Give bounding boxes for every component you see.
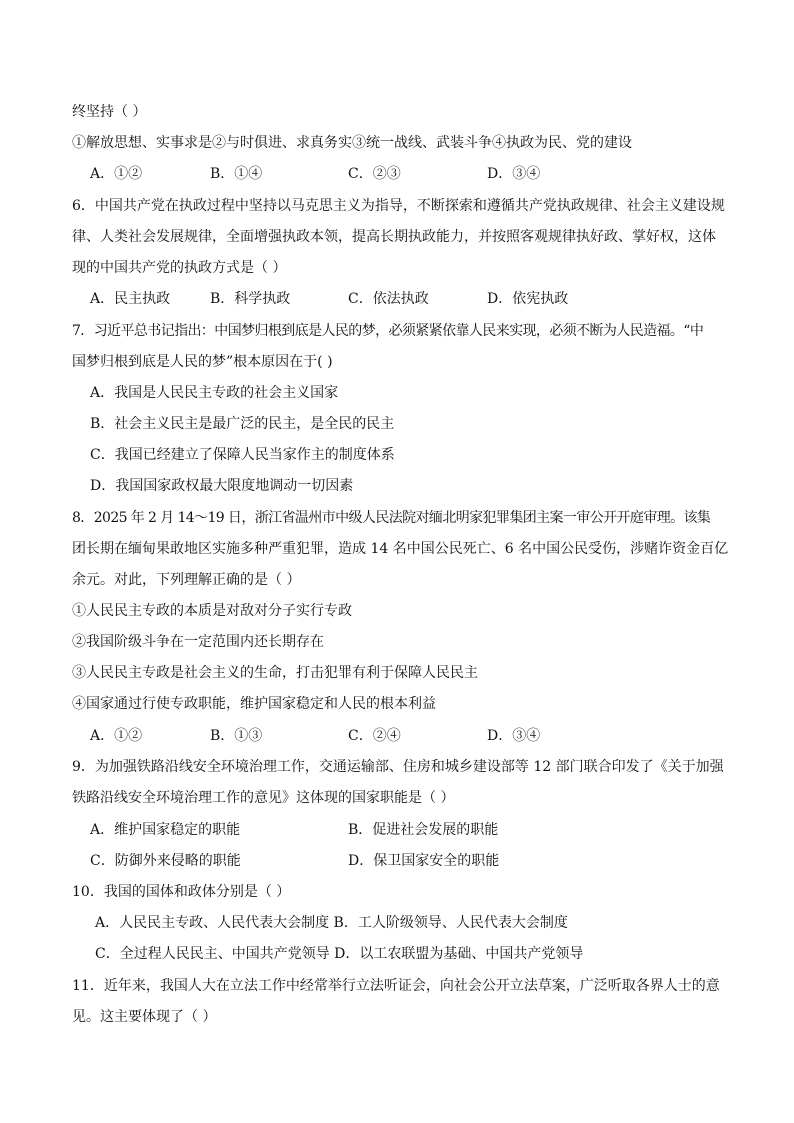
q7-line-1: 7．习近平总书记指出：中国梦归根到底是人民的梦，必须紧紧依靠人民来实现，必须不断为人民造福。“中 — [72, 323, 704, 339]
q7-line-2: 国梦归根到底是人民的梦”根本原因在于( ) — [72, 354, 333, 370]
q9-option-b[interactable]: B．促进社会发展的职能 — [348, 822, 499, 838]
q5-option-d[interactable]: D．③④ — [487, 166, 541, 182]
q8-line-3: 余元。对此，下列理解正确的是（ ） — [72, 572, 301, 588]
q11-line-1: 11．近年来，我国人大在立法工作中经常举行立法听证会，向社会公开立法草案，广泛听取各界人士的意 — [72, 978, 720, 994]
q8-line-1: 8．2025 年 2 月 14～19 日，浙江省温州市中级人民法院对缅北明家犯罪集团主案一审公开开庭审理。该集 — [72, 510, 711, 526]
q8-option-b[interactable]: B．①③ — [210, 728, 263, 744]
q6-option-d[interactable]: D．依宪执政 — [487, 291, 569, 307]
q8-line-2: 团长期在缅甸果敢地区实施多种严重犯罪，造成 14 名中国公民死亡、6 名中国公民受伤，涉赌诈资金百亿 — [72, 541, 729, 557]
q10-options-row-2[interactable]: C．全过程人民民主、中国共产党领导 D．以工农联盟为基础、中国共产党领导 — [95, 946, 584, 962]
q8-statement-4: ④国家通过行使专政职能，维护国家稳定和人民的根本利益 — [72, 696, 436, 712]
q7-option-a[interactable]: A．我国是人民民主专政的社会主义国家 — [90, 385, 339, 401]
q5-stem-tail: 终坚持（ ） — [72, 104, 147, 120]
q9-line-1: 9．为加强铁路沿线安全环境治理工作，交通运输部、住房和城乡建设部等 12 部门联合印发了《关于加强 — [72, 759, 724, 775]
q6-option-b[interactable]: B．科学执政 — [210, 291, 291, 307]
q5-option-c[interactable]: C．②③ — [348, 166, 401, 182]
q5-option-b[interactable]: B．①④ — [210, 166, 263, 182]
q10-options-row-1[interactable]: A．人民民主专政、人民代表大会制度 B．工人阶级领导、人民代表大会制度 — [95, 915, 568, 931]
q8-option-c[interactable]: C．②④ — [348, 728, 401, 744]
q8-statement-3: ③人民民主专政是社会主义的生命，打击犯罪有利于保障人民民主 — [72, 665, 478, 681]
q7-option-d[interactable]: D．我国国家政权最大限度地调动一切因素 — [90, 478, 354, 494]
q6-line-1: 6．中国共产党在执政过程中坚持以马克思主义为指导，不断探索和遵循共产党执政规律、社会主义建设规 — [72, 198, 725, 214]
q6-line-2: 律、人类社会发展规律，全面增强执政本领，提高长期执政能力，并按照客观规律执好政、掌好权，这体 — [72, 229, 716, 245]
q7-option-c[interactable]: C．我国已经建立了保障人民当家作主的制度体系 — [90, 447, 395, 463]
q8-statement-1: ①人民民主专政的本质是对敌对分子实行专政 — [72, 603, 352, 619]
q9-line-2: 铁路沿线安全环境治理工作的意见》这体现的国家职能是（ ） — [72, 790, 455, 806]
q8-statement-2: ②我国阶级斗争在一定范围内还长期存在 — [72, 634, 324, 650]
q7-option-b[interactable]: B．社会主义民主是最广泛的民主，是全民的民主 — [90, 416, 395, 432]
q6-option-a[interactable]: A．民主执政 — [90, 291, 171, 307]
q8-option-a[interactable]: A．①② — [90, 728, 143, 744]
q8-option-d[interactable]: D．③④ — [487, 728, 541, 744]
q9-option-c[interactable]: C．防御外来侵略的职能 — [90, 853, 241, 869]
q9-option-d[interactable]: D．保卫国家安全的职能 — [348, 853, 500, 869]
q11-line-2: 见。这主要体现了（ ） — [72, 1009, 217, 1025]
q5-option-a[interactable]: A．①② — [90, 166, 143, 182]
q5-statements: ①解放思想、实事求是②与时俱进、求真务实③统一战线、武装斗争④执政为民、党的建设 — [72, 135, 632, 151]
q6-line-3: 现的中国共产党的执政方式是（ ） — [72, 260, 287, 276]
q9-option-a[interactable]: A．维护国家稳定的职能 — [90, 822, 241, 838]
q6-option-c[interactable]: C．依法执政 — [348, 291, 429, 307]
q10-stem: 10．我国的国体和政体分别是（ ） — [72, 884, 291, 900]
